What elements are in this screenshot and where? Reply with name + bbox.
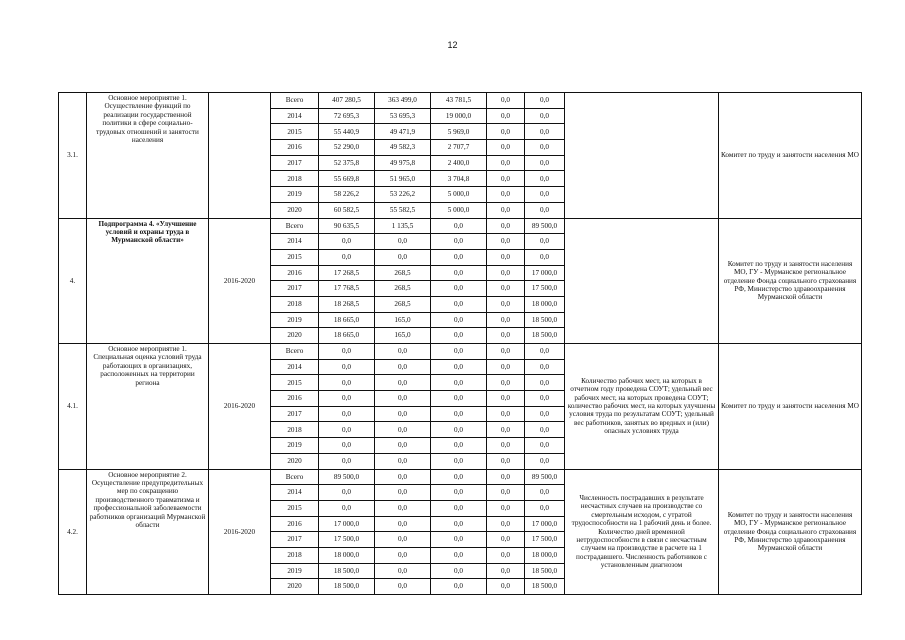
amount-cell: 0,0 (319, 234, 375, 250)
year-cell: 2020 (271, 453, 319, 469)
amount-cell: 0,0 (487, 93, 525, 109)
table-row (59, 469, 862, 485)
amount-cell: 0,0 (431, 296, 487, 312)
year-cell: 2017 (271, 532, 319, 548)
amount-cell: 0,0 (375, 563, 431, 579)
amount-cell: 0,0 (487, 140, 525, 156)
amount-cell: 89 500,0 (525, 218, 565, 234)
amount-cell: 0,0 (431, 453, 487, 469)
amount-cell: 0,0 (487, 469, 525, 485)
amount-cell: 0,0 (375, 532, 431, 548)
amount-cell: 72 695,3 (319, 108, 375, 124)
section-number: 3.1. (59, 93, 87, 219)
amount-cell: 17 500,0 (319, 532, 375, 548)
amount-cell: 0,0 (525, 171, 565, 187)
year-cell: Всего (271, 344, 319, 360)
amount-cell: 363 499,0 (375, 93, 431, 109)
amount-cell: 0,0 (375, 406, 431, 422)
amount-cell: 0,0 (487, 359, 525, 375)
amount-cell: 0,0 (487, 328, 525, 344)
amount-cell: 0,0 (487, 547, 525, 563)
amount-cell: 0,0 (525, 124, 565, 140)
amount-cell: 0,0 (487, 124, 525, 140)
amount-cell: 0,0 (375, 344, 431, 360)
amount-cell: 0,0 (525, 93, 565, 109)
amount-cell: 0,0 (319, 375, 375, 391)
year-cell: 2019 (271, 312, 319, 328)
amount-cell: 165,0 (375, 312, 431, 328)
amount-cell: 0,0 (375, 234, 431, 250)
amount-cell: 0,0 (525, 140, 565, 156)
amount-cell: 0,0 (487, 438, 525, 454)
amount-cell: 0,0 (319, 344, 375, 360)
year-cell: 2015 (271, 124, 319, 140)
amount-cell: 0,0 (431, 516, 487, 532)
amount-cell: 0,0 (319, 422, 375, 438)
amount-cell: 0,0 (431, 249, 487, 265)
amount-cell: 17 268,5 (319, 265, 375, 281)
amount-cell: 0,0 (431, 406, 487, 422)
year-cell: 2017 (271, 155, 319, 171)
amount-cell: 0,0 (431, 485, 487, 501)
amount-cell: 268,5 (375, 296, 431, 312)
amount-cell: 0,0 (487, 391, 525, 407)
amount-cell: 0,0 (375, 375, 431, 391)
amount-cell: 0,0 (525, 500, 565, 516)
year-cell: 2018 (271, 171, 319, 187)
amount-cell: 268,5 (375, 281, 431, 297)
amount-cell: 89 500,0 (319, 469, 375, 485)
amount-cell: 49 975,8 (375, 155, 431, 171)
amount-cell: 0,0 (525, 375, 565, 391)
amount-cell: 18 000,0 (525, 296, 565, 312)
amount-cell: 0,0 (487, 422, 525, 438)
section-period (209, 93, 271, 219)
year-cell: 2014 (271, 359, 319, 375)
year-cell: 2019 (271, 563, 319, 579)
amount-cell: 0,0 (487, 500, 525, 516)
year-cell: 2015 (271, 249, 319, 265)
amount-cell: 0,0 (431, 422, 487, 438)
amount-cell: 0,0 (487, 406, 525, 422)
amount-cell: 5 000,0 (431, 202, 487, 218)
amount-cell: 5 000,0 (431, 187, 487, 203)
section-name: Основное мероприятие 1. Осуществление функций по реализации государственной политики в сфере социально-трудовых отношений и занятости населения (87, 93, 209, 219)
amount-cell: 0,0 (487, 563, 525, 579)
amount-cell: 0,0 (431, 265, 487, 281)
amount-cell: 0,0 (319, 485, 375, 501)
year-cell: 2017 (271, 281, 319, 297)
section-name: Основное мероприятие 1. Специальная оценка условий труда работающих в организациях, расположенных на территории региона (87, 344, 209, 470)
amount-cell: 18 000,0 (525, 547, 565, 563)
amount-cell: 18 665,0 (319, 328, 375, 344)
indicator-cell (565, 93, 719, 219)
amount-cell: 2 707,7 (431, 140, 487, 156)
amount-cell: 0,0 (487, 375, 525, 391)
amount-cell: 18 500,0 (319, 579, 375, 595)
amount-cell: 0,0 (487, 281, 525, 297)
amount-cell: 18 500,0 (319, 563, 375, 579)
amount-cell: 18 500,0 (525, 579, 565, 595)
amount-cell: 0,0 (431, 438, 487, 454)
amount-cell: 0,0 (487, 202, 525, 218)
amount-cell: 0,0 (487, 187, 525, 203)
amount-cell: 3 704,8 (431, 171, 487, 187)
year-cell: Всего (271, 93, 319, 109)
amount-cell: 0,0 (319, 438, 375, 454)
table-row (59, 218, 862, 234)
amount-cell: 0,0 (431, 344, 487, 360)
amount-cell: 0,0 (525, 202, 565, 218)
responsible-cell: Комитет по труду и занятости населения МО (719, 93, 862, 219)
amount-cell: 18 000,0 (319, 547, 375, 563)
section-period: 2016-2020 (209, 218, 271, 344)
amount-cell: 0,0 (525, 359, 565, 375)
responsible-cell: Комитет по труду и занятости населения МО, ГУ - Мурманское региональное отделение Фонда социального страхования РФ, Министерство здравоохранения Мурманской области (719, 469, 862, 595)
amount-cell: 51 965,0 (375, 171, 431, 187)
amount-cell: 17 768,5 (319, 281, 375, 297)
amount-cell: 0,0 (525, 249, 565, 265)
responsible-cell: Комитет по труду и занятости населения МО, ГУ - Мурманское региональное отделение Фонда социального страхования РФ, Министерство здравоохранения Мурманской области (719, 218, 862, 344)
year-cell: 2018 (271, 296, 319, 312)
year-cell: Всего (271, 218, 319, 234)
year-cell: 2020 (271, 579, 319, 595)
amount-cell: 0,0 (319, 249, 375, 265)
amount-cell: 0,0 (525, 155, 565, 171)
amount-cell: 0,0 (431, 328, 487, 344)
amount-cell: 0,0 (487, 249, 525, 265)
amount-cell: 0,0 (487, 234, 525, 250)
amount-cell: 0,0 (525, 406, 565, 422)
amount-cell: 0,0 (375, 391, 431, 407)
indicator-cell: Численность пострадавших в результате несчастных случаев на производстве со смертельным исходом, с утратой трудоспособности на 1 рабочий день и более. Количество дней временной нетрудоспособности в связи с несчастным случаем на производстве в расчете на 1 пострадавшего. Численность работников с установленным диагнозом (565, 469, 719, 595)
amount-cell: 0,0 (487, 171, 525, 187)
section-number: 4.1. (59, 344, 87, 470)
amount-cell: 55 440,9 (319, 124, 375, 140)
amount-cell: 0,0 (375, 469, 431, 485)
amount-cell: 0,0 (487, 344, 525, 360)
amount-cell: 49 471,9 (375, 124, 431, 140)
amount-cell: 0,0 (431, 547, 487, 563)
section-period: 2016-2020 (209, 344, 271, 470)
amount-cell: 58 226,2 (319, 187, 375, 203)
amount-cell: 53 226,2 (375, 187, 431, 203)
amount-cell: 0,0 (431, 359, 487, 375)
amount-cell: 0,0 (375, 359, 431, 375)
amount-cell: 5 969,0 (431, 124, 487, 140)
amount-cell: 0,0 (525, 391, 565, 407)
amount-cell: 90 635,5 (319, 218, 375, 234)
program-funding-table (58, 92, 862, 595)
year-cell: Всего (271, 469, 319, 485)
amount-cell: 0,0 (487, 265, 525, 281)
amount-cell: 52 375,8 (319, 155, 375, 171)
amount-cell: 0,0 (431, 391, 487, 407)
year-cell: 2019 (271, 438, 319, 454)
amount-cell: 1 135,5 (375, 218, 431, 234)
section-name: Подпрограмма 4. «Улучшение условий и охраны труда в Мурманской области» (87, 218, 209, 344)
amount-cell: 268,5 (375, 265, 431, 281)
section-number: 4.2. (59, 469, 87, 595)
amount-cell: 0,0 (319, 453, 375, 469)
amount-cell: 43 781,5 (431, 93, 487, 109)
amount-cell: 0,0 (487, 155, 525, 171)
amount-cell: 0,0 (431, 234, 487, 250)
amount-cell: 2 400,0 (431, 155, 487, 171)
amount-cell: 0,0 (525, 485, 565, 501)
year-cell: 2014 (271, 234, 319, 250)
amount-cell: 0,0 (431, 579, 487, 595)
amount-cell: 0,0 (487, 453, 525, 469)
amount-cell: 0,0 (525, 438, 565, 454)
amount-cell: 0,0 (375, 249, 431, 265)
amount-cell: 55 582,5 (375, 202, 431, 218)
amount-cell: 0,0 (525, 453, 565, 469)
year-cell: 2016 (271, 265, 319, 281)
amount-cell: 18 500,0 (525, 563, 565, 579)
amount-cell: 0,0 (431, 312, 487, 328)
amount-cell: 407 280,5 (319, 93, 375, 109)
amount-cell: 0,0 (375, 579, 431, 595)
amount-cell: 0,0 (375, 453, 431, 469)
year-cell: 2014 (271, 108, 319, 124)
year-cell: 2015 (271, 375, 319, 391)
indicator-cell: Количество рабочих мест, на которых в отчетном году проведена СОУТ; удельный вес рабочих мест, на которых проведена СОУТ; количество рабочих мест, на которых улучшены условия труда по результатам СОУТ; удельный вес работников, занятых во вредных и (или) опасных условиях труда (565, 344, 719, 470)
year-cell: 2016 (271, 516, 319, 532)
year-cell: 2016 (271, 391, 319, 407)
amount-cell: 60 582,5 (319, 202, 375, 218)
amount-cell: 0,0 (375, 422, 431, 438)
year-cell: 2019 (271, 187, 319, 203)
amount-cell: 0,0 (431, 375, 487, 391)
amount-cell: 0,0 (375, 516, 431, 532)
year-cell: 2020 (271, 328, 319, 344)
amount-cell: 18 268,5 (319, 296, 375, 312)
section-number: 4. (59, 218, 87, 344)
amount-cell: 0,0 (375, 547, 431, 563)
amount-cell: 0,0 (487, 296, 525, 312)
year-cell: 2017 (271, 406, 319, 422)
amount-cell: 18 500,0 (525, 312, 565, 328)
year-cell: 2020 (271, 202, 319, 218)
amount-cell: 49 582,3 (375, 140, 431, 156)
amount-cell: 0,0 (431, 281, 487, 297)
amount-cell: 0,0 (487, 532, 525, 548)
amount-cell: 0,0 (375, 500, 431, 516)
amount-cell: 0,0 (487, 108, 525, 124)
amount-cell: 17 000,0 (319, 516, 375, 532)
amount-cell: 0,0 (525, 422, 565, 438)
amount-cell: 0,0 (525, 187, 565, 203)
amount-cell: 0,0 (431, 532, 487, 548)
amount-cell: 17 000,0 (525, 265, 565, 281)
indicator-cell (565, 218, 719, 344)
amount-cell: 18 500,0 (525, 328, 565, 344)
year-cell: 2018 (271, 547, 319, 563)
amount-cell: 0,0 (431, 500, 487, 516)
amount-cell: 19 000,0 (431, 108, 487, 124)
amount-cell: 0,0 (319, 406, 375, 422)
year-cell: 2018 (271, 422, 319, 438)
amount-cell: 53 695,3 (375, 108, 431, 124)
amount-cell: 0,0 (375, 438, 431, 454)
amount-cell: 0,0 (487, 312, 525, 328)
section-period: 2016-2020 (209, 469, 271, 595)
amount-cell: 0,0 (319, 500, 375, 516)
amount-cell: 0,0 (319, 391, 375, 407)
amount-cell: 0,0 (487, 485, 525, 501)
amount-cell: 18 665,0 (319, 312, 375, 328)
amount-cell: 165,0 (375, 328, 431, 344)
amount-cell: 0,0 (525, 344, 565, 360)
amount-cell: 0,0 (525, 234, 565, 250)
year-cell: 2014 (271, 485, 319, 501)
section-name: Основное мероприятие 2. Осуществление предупредительных мер по сокращению производственного травматизма и профессиональной заболеваемости работников организаций Мурманской области (87, 469, 209, 595)
year-cell: 2016 (271, 140, 319, 156)
amount-cell: 0,0 (375, 485, 431, 501)
amount-cell: 0,0 (431, 218, 487, 234)
amount-cell: 52 290,0 (319, 140, 375, 156)
table-body (59, 93, 862, 595)
amount-cell: 0,0 (431, 563, 487, 579)
amount-cell: 55 669,8 (319, 171, 375, 187)
amount-cell: 17 500,0 (525, 281, 565, 297)
page-number: 12 (447, 40, 458, 50)
amount-cell: 0,0 (431, 469, 487, 485)
table-row (59, 93, 862, 109)
table-row (59, 344, 862, 360)
amount-cell: 0,0 (487, 579, 525, 595)
amount-cell: 89 500,0 (525, 469, 565, 485)
amount-cell: 17 500,0 (525, 532, 565, 548)
responsible-cell: Комитет по труду и занятости населения МО (719, 344, 862, 470)
amount-cell: 0,0 (487, 516, 525, 532)
year-cell: 2015 (271, 500, 319, 516)
amount-cell: 0,0 (525, 108, 565, 124)
amount-cell: 17 000,0 (525, 516, 565, 532)
amount-cell: 0,0 (487, 218, 525, 234)
amount-cell: 0,0 (319, 359, 375, 375)
